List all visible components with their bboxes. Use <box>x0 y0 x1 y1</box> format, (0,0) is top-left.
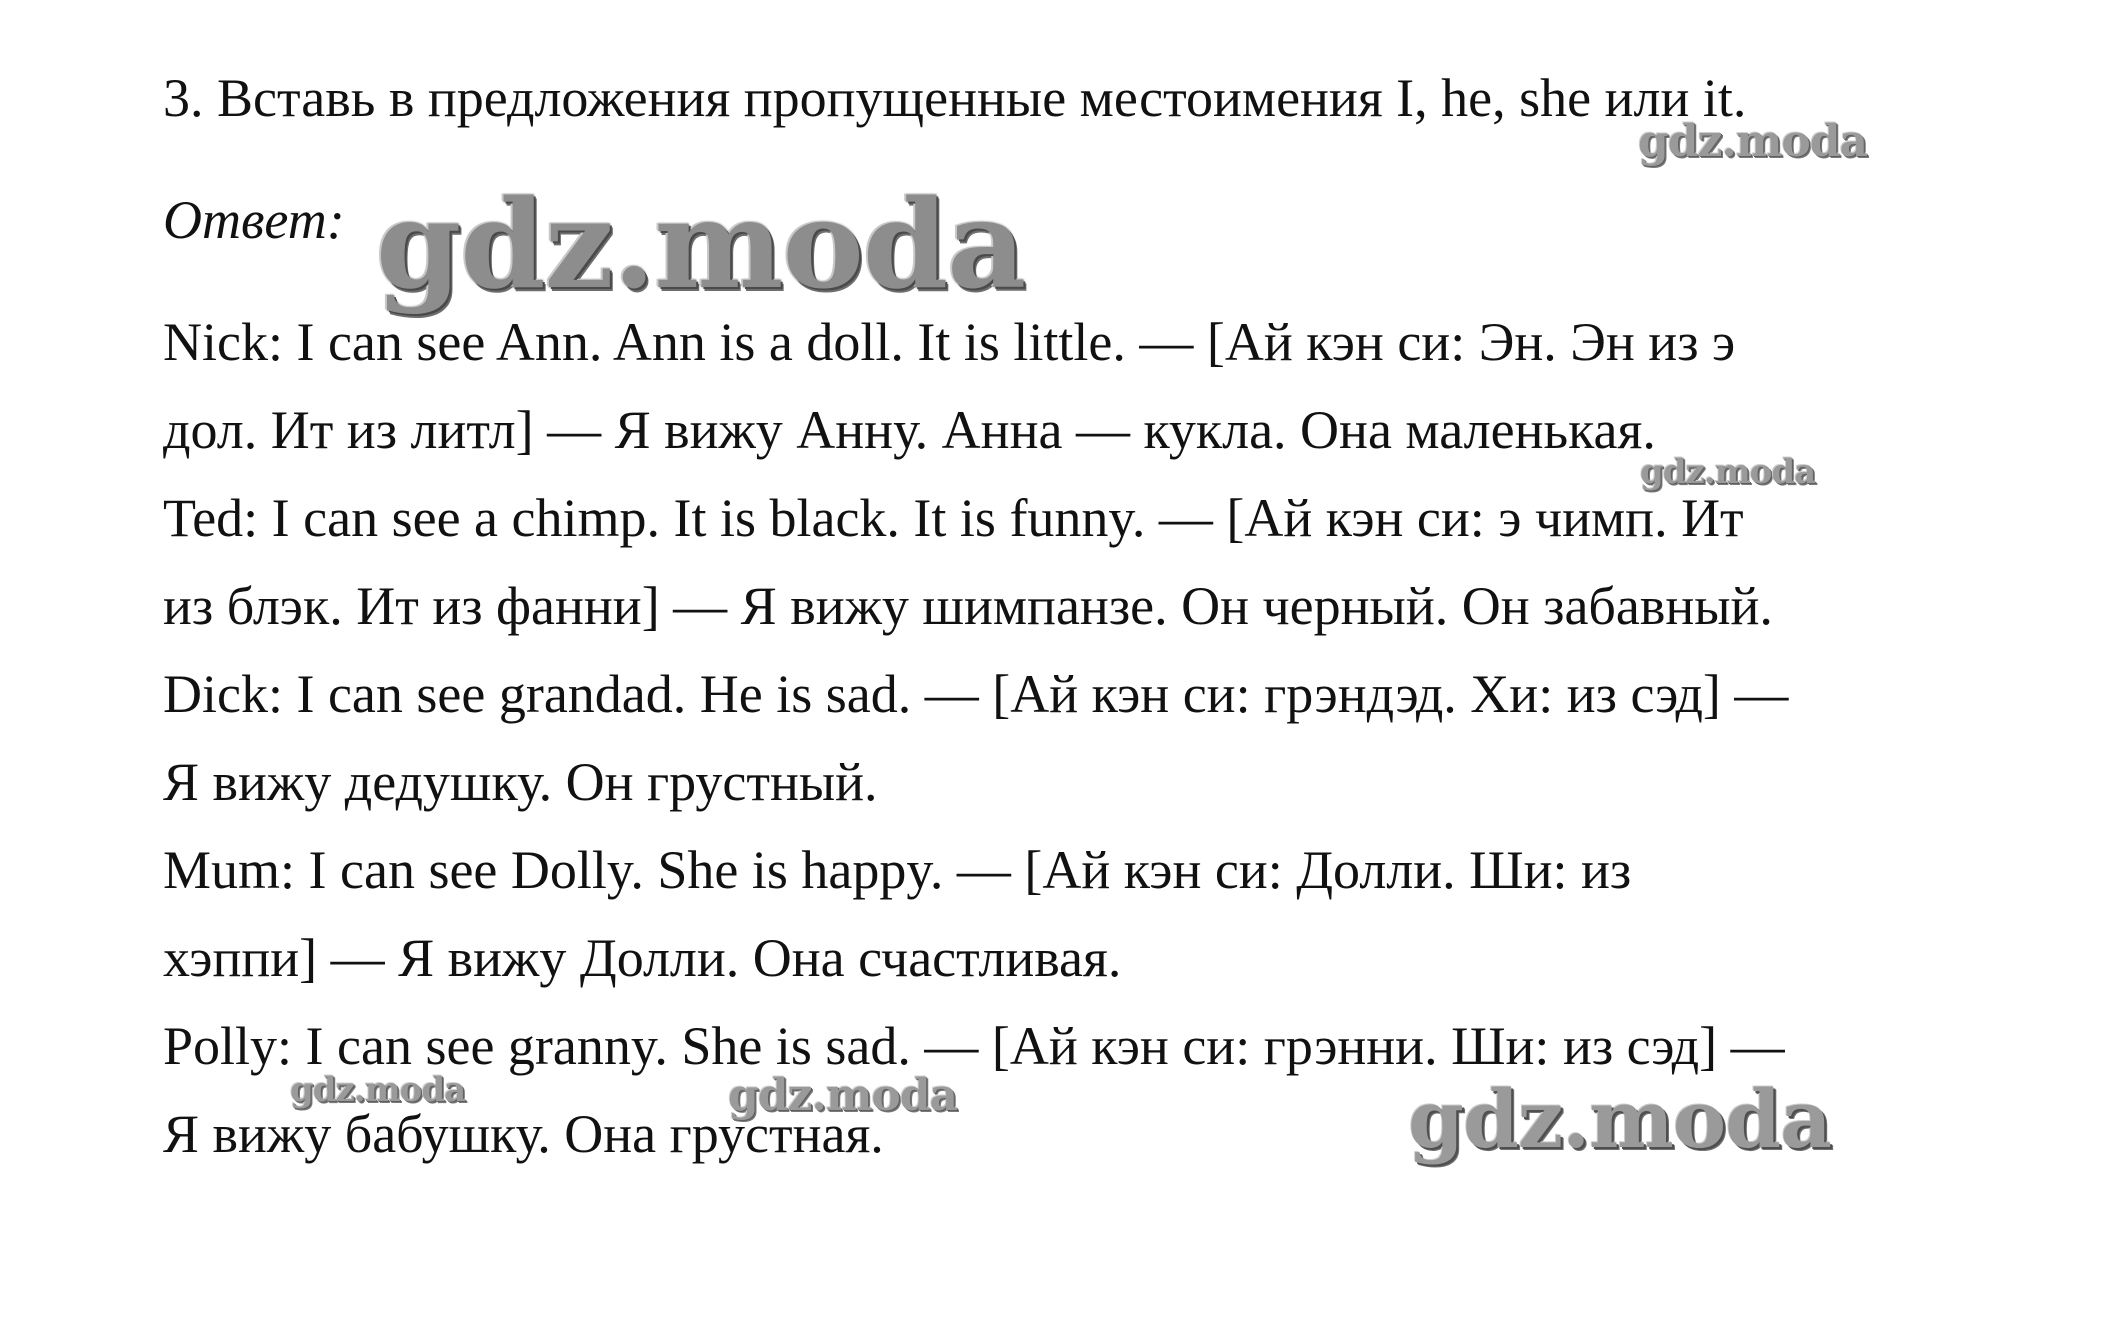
answer-line-9: Polly: I can see granny. She is sad. — [Ай кэн си: грэнни. Ши: из сэд] — <box>163 1016 1785 1076</box>
answer-line-10: Я вижу бабушку. Она грустная. <box>163 1104 884 1164</box>
answer-line-6: Я вижу дедушку. Он грустный. <box>163 752 878 812</box>
answer-line-5: Dick: I can see grandad. He is sad. — [Ай кэн си: грэндэд. Хи: из сэд] — <box>163 664 1789 724</box>
watermark-line2: gdz.moda <box>1640 452 1816 492</box>
answer-line-1: Nick: I can see Ann. Ann is a doll. It is little. — [Ай кэн си: Эн. Эн из э <box>163 312 1736 372</box>
watermark-bottom-left: gdz.moda <box>290 1070 466 1110</box>
watermark-bottom-right: gdz.moda <box>1408 1072 1831 1166</box>
answer-line-7: Mum: I can see Dolly. She is happy. — [Ай кэн си: Долли. Ши: из <box>163 840 1632 900</box>
answer-line-3: Ted: I can see a chimp. It is black. It is funny. — [Ай кэн си: э чимп. Ит <box>163 488 1744 548</box>
watermark-bottom-center: gdz.moda <box>728 1070 958 1121</box>
answer-line-2: дол. Ит из литл] — Я вижу Анну. Анна — кукла. Она маленькая. <box>163 400 1656 460</box>
answer-lines <box>163 306 1963 1186</box>
watermark-top-right: gdz.moda <box>1638 116 1868 167</box>
answer-line-8: хэппи] — Я вижу Долли. Она счастливая. <box>163 928 1122 988</box>
watermark-answer-big: gdz.moda <box>376 172 1026 316</box>
answer-line-4: из блэк. Ит из фанни] — Я вижу шимпанзе. Он черный. Он забавный. <box>163 576 1773 636</box>
task-heading: 3. Вставь в предложения пропущенные местоимения I, he, she или it. <box>163 68 1747 128</box>
answer-label: Ответ: <box>163 190 345 250</box>
